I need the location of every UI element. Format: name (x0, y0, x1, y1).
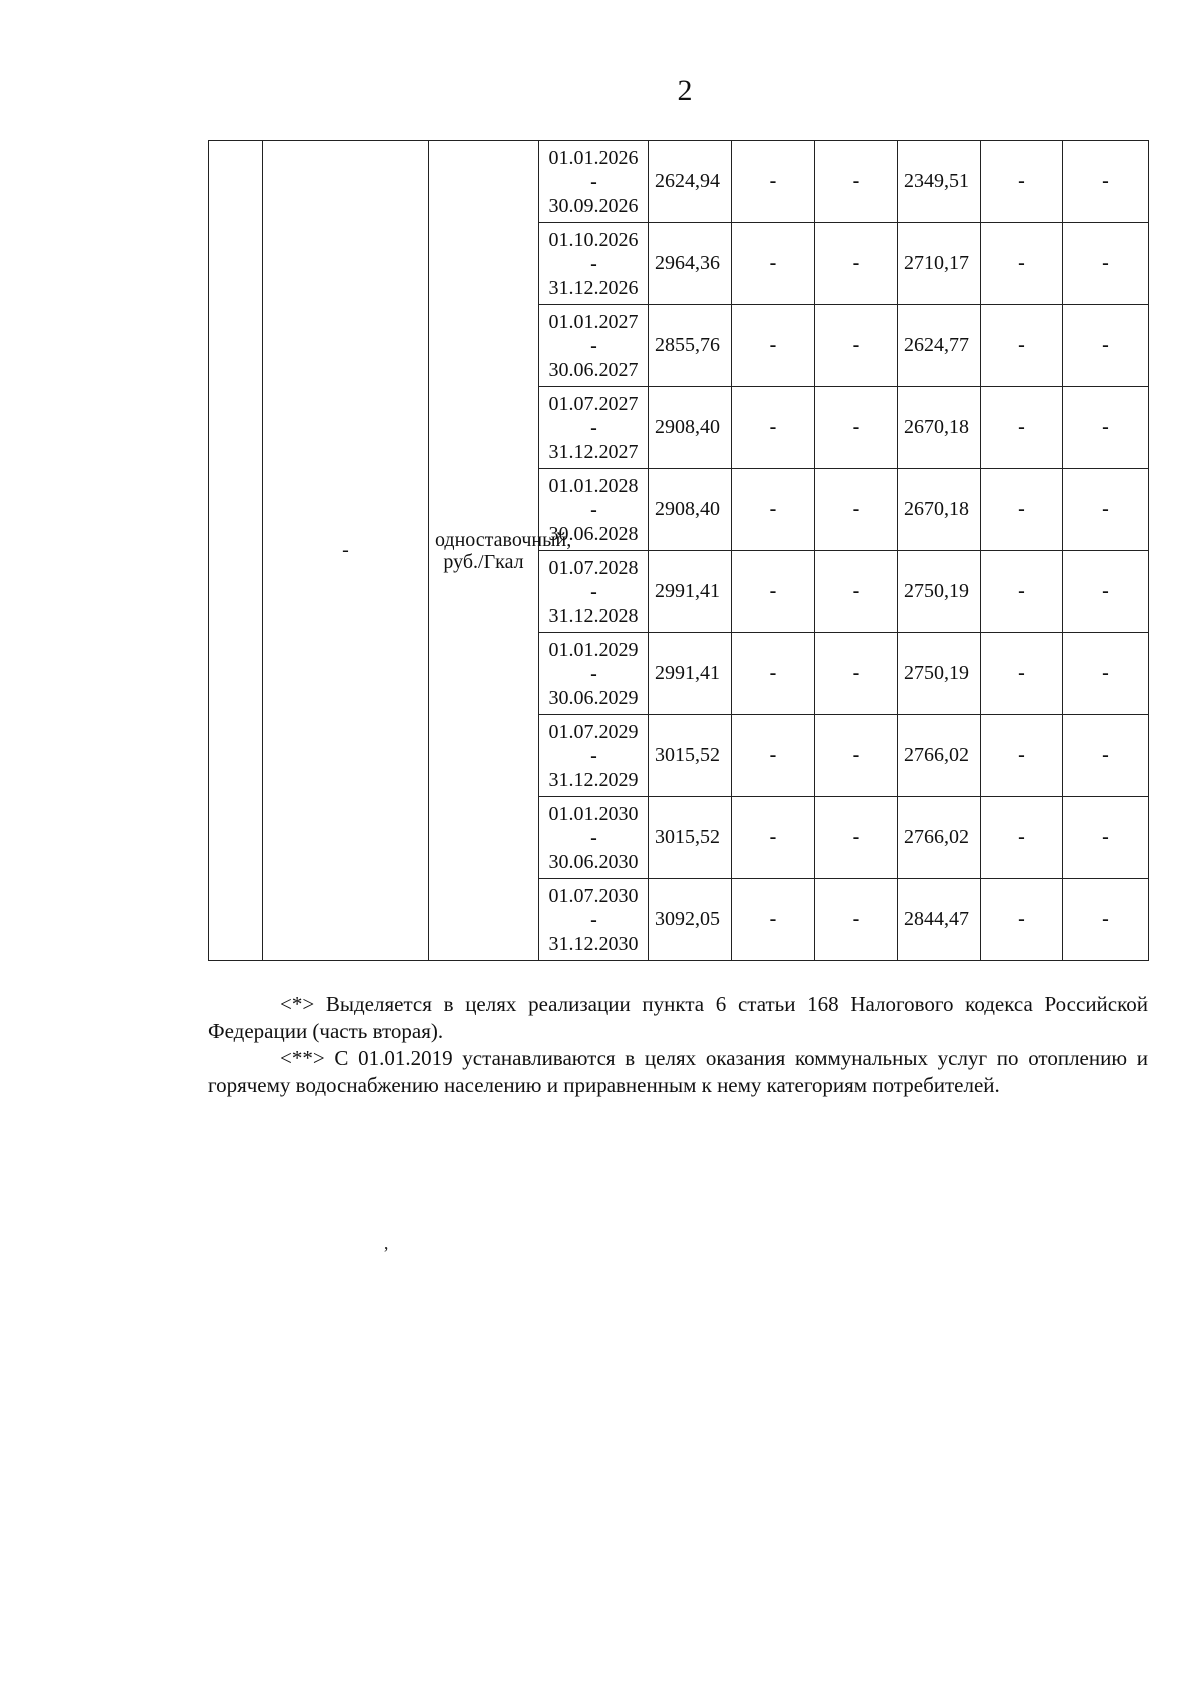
value-cell-v6: - (1063, 633, 1149, 715)
period-sep: - (590, 416, 597, 439)
value-cell-v1: 2908,40 (649, 469, 732, 551)
value-cell-v6: - (1063, 551, 1149, 633)
value-cell-v2: - (732, 551, 815, 633)
period-from: 01.01.2026 (548, 146, 639, 169)
period-from: 01.07.2030 (548, 884, 639, 907)
footnotes (208, 991, 1148, 1099)
value-cell-v2: - (732, 141, 815, 223)
value-cell-v5: - (981, 797, 1063, 879)
value-cell-v5: - (981, 551, 1063, 633)
value-cell-v3: - (815, 715, 898, 797)
value-cell-v6: - (1063, 223, 1149, 305)
value-cell-v5: - (981, 469, 1063, 551)
value-cell-v3: - (815, 797, 898, 879)
period-cell (539, 223, 649, 305)
value-cell-v4: 2710,17 (898, 223, 981, 305)
period-to: 31.12.2029 (548, 768, 639, 791)
consumer-cell: - (263, 141, 429, 961)
value-cell-v6: - (1063, 387, 1149, 469)
value-cell-v6: - (1063, 797, 1149, 879)
period-to: 31.12.2027 (548, 440, 639, 463)
period-cell (539, 633, 649, 715)
period-to: 30.06.2030 (548, 850, 639, 873)
value-cell-v1: 2964,36 (649, 223, 732, 305)
period-sep: - (590, 826, 597, 849)
period-to: 31.12.2030 (548, 932, 639, 955)
period-from: 01.01.2029 (548, 638, 639, 661)
value-cell-v2: - (732, 305, 815, 387)
period-cell (539, 715, 649, 797)
unit-cell: одноставочный, руб./Гкал (429, 141, 539, 961)
period-cell (539, 797, 649, 879)
number-cell (209, 141, 263, 961)
page-number: 2 (677, 74, 693, 107)
period-cell (539, 305, 649, 387)
value-cell-v6: - (1063, 469, 1149, 551)
value-cell-v5: - (981, 715, 1063, 797)
value-cell-v4: 2624,77 (898, 305, 981, 387)
value-cell-v3: - (815, 879, 898, 961)
value-cell-v3: - (815, 141, 898, 223)
value-cell-v1: 3015,52 (649, 797, 732, 879)
footnote-population: <**> С 01.01.2019 устанавливаются в целях оказания коммунальных услуг по отоплению и горячему водоснабжению населению и приравненным к нему категориям потребителей. (208, 1046, 1148, 1097)
value-cell-v1: 3092,05 (649, 879, 732, 961)
value-cell-v3: - (815, 469, 898, 551)
value-cell-v4: 2766,02 (898, 797, 981, 879)
period-from: 01.07.2029 (548, 720, 639, 743)
period-to: 30.06.2028 (548, 522, 639, 545)
value-cell-v2: - (732, 469, 815, 551)
value-cell-v3: - (815, 633, 898, 715)
period-sep: - (590, 908, 597, 931)
value-cell-v1: 2908,40 (649, 387, 732, 469)
footnote-vat: <*> Выделяется в целях реализации пункта 6 статьи 168 Налогового кодекса Российской Федерации (часть вторая). (208, 992, 1148, 1043)
value-cell-v4: 2670,18 (898, 469, 981, 551)
period-cell (539, 387, 649, 469)
table-row (209, 141, 1149, 223)
value-cell-v4: 2349,51 (898, 141, 981, 223)
value-cell-v1: 2624,94 (649, 141, 732, 223)
period-sep: - (590, 744, 597, 767)
period-sep: - (590, 252, 597, 275)
value-cell-v1: 2991,41 (649, 551, 732, 633)
period-from: 01.01.2028 (548, 474, 639, 497)
period-to: 30.09.2026 (548, 194, 639, 217)
value-cell-v2: - (732, 223, 815, 305)
period-from: 01.07.2027 (548, 392, 639, 415)
value-cell-v3: - (815, 551, 898, 633)
value-cell-v1: 3015,52 (649, 715, 732, 797)
scan-speck: ʼ (383, 1243, 389, 1263)
value-cell-v6: - (1063, 141, 1149, 223)
value-cell-v3: - (815, 305, 898, 387)
value-cell-v2: - (732, 633, 815, 715)
value-cell-v6: - (1063, 879, 1149, 961)
value-cell-v5: - (981, 223, 1063, 305)
value-cell-v6: - (1063, 305, 1149, 387)
value-cell-v4: 2670,18 (898, 387, 981, 469)
period-from: 01.10.2026 (548, 228, 639, 251)
value-cell-v1: 2855,76 (649, 305, 732, 387)
tariff-table-body (209, 141, 1149, 961)
period-from: 01.01.2030 (548, 802, 639, 825)
period-cell (539, 141, 649, 223)
period-cell (539, 551, 649, 633)
value-cell-v2: - (732, 879, 815, 961)
value-cell-v5: - (981, 141, 1063, 223)
value-cell-v4: 2750,19 (898, 551, 981, 633)
value-cell-v5: - (981, 879, 1063, 961)
value-cell-v3: - (815, 223, 898, 305)
period-to: 30.06.2029 (548, 686, 639, 709)
value-cell-v2: - (732, 797, 815, 879)
value-cell-v2: - (732, 387, 815, 469)
period-to: 31.12.2028 (548, 604, 639, 627)
value-cell-v4: 2844,47 (898, 879, 981, 961)
period-sep: - (590, 334, 597, 357)
value-cell-v4: 2766,02 (898, 715, 981, 797)
value-cell-v1: 2991,41 (649, 633, 732, 715)
value-cell-v5: - (981, 387, 1063, 469)
period-from: 01.01.2027 (548, 310, 639, 333)
period-sep: - (590, 662, 597, 685)
period-to: 31.12.2026 (548, 276, 639, 299)
value-cell-v5: - (981, 633, 1063, 715)
value-cell-v4: 2750,19 (898, 633, 981, 715)
tariff-table (208, 140, 1149, 961)
period-to: 30.06.2027 (548, 358, 639, 381)
period-sep: - (590, 170, 597, 193)
value-cell-v2: - (732, 715, 815, 797)
period-cell (539, 879, 649, 961)
period-cell (539, 469, 649, 551)
value-cell-v6: - (1063, 715, 1149, 797)
period-sep: - (590, 580, 597, 603)
value-cell-v5: - (981, 305, 1063, 387)
period-sep: - (590, 498, 597, 521)
period-from: 01.07.2028 (548, 556, 639, 579)
value-cell-v3: - (815, 387, 898, 469)
